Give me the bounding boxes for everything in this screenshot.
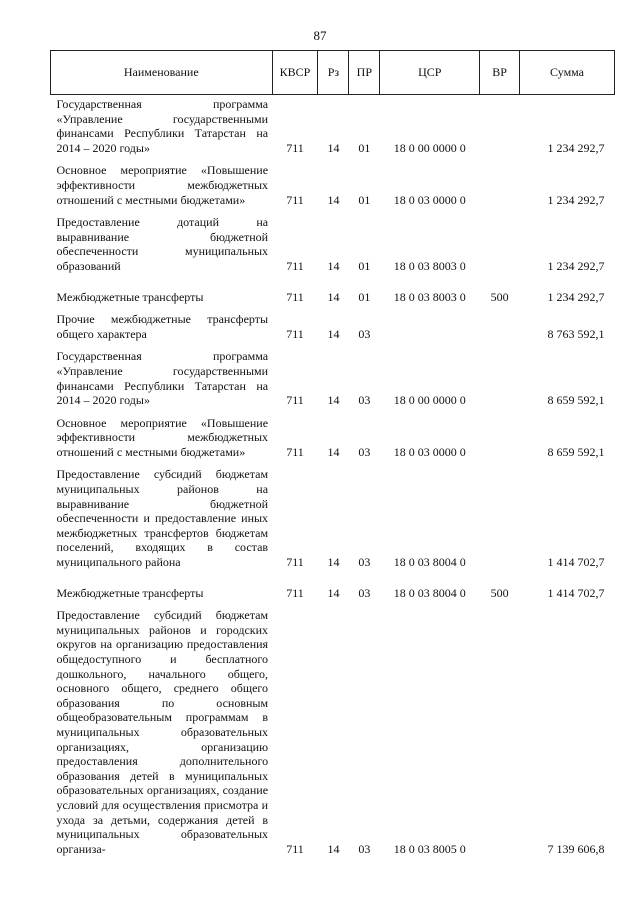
row-vr: [480, 465, 520, 575]
row-vr: [480, 95, 520, 162]
header-rz: Рз: [318, 51, 349, 95]
row-pr: 03: [358, 393, 371, 408]
row-rz: 14: [327, 326, 340, 341]
row-sum: 1 414 702,7: [547, 555, 605, 570]
row-vr: 500: [490, 289, 509, 304]
row-kvsr: 711: [286, 258, 304, 273]
header-name: Наименование: [51, 51, 273, 95]
row-pr: 01: [358, 258, 371, 273]
table-row: [51, 280, 615, 311]
row-pr: 03: [358, 585, 371, 600]
row-pr: 03: [358, 841, 371, 856]
header-kvsr: КВСР: [272, 51, 318, 95]
table-row: [51, 161, 615, 213]
row-csr: 18 0 03 0000 0: [393, 192, 466, 207]
row-pr: 01: [358, 289, 371, 304]
row-sum: 8 659 592,1: [547, 444, 605, 459]
row-vr: [480, 310, 520, 347]
row-name: Основное мероприятие «Повышение эффективности межбюджетных отношений с местными бюджетами»: [56, 415, 269, 459]
row-rz: 14: [327, 393, 340, 408]
header-vr: ВР: [480, 51, 520, 95]
row-kvsr: 711: [286, 841, 304, 856]
row-kvsr: 711: [286, 585, 304, 600]
row-rz: 14: [327, 258, 340, 273]
row-kvsr: 711: [286, 326, 304, 341]
row-vr: [480, 414, 520, 466]
table-row: [51, 606, 615, 862]
header-csr: ЦСР: [380, 51, 480, 95]
page-number: 87: [313, 28, 327, 43]
row-pr: 03: [358, 555, 371, 570]
row-sum: 1 234 292,7: [547, 289, 605, 304]
row-name: Предоставление дотаций на выравнивание бюджетной обеспеченности муниципальных образований: [56, 215, 269, 273]
row-kvsr: 711: [286, 555, 304, 570]
row-vr: [480, 161, 520, 213]
table-row: [51, 213, 615, 279]
budget-table: [50, 50, 615, 862]
row-rz: 14: [327, 140, 340, 155]
row-rz: 14: [327, 444, 340, 459]
row-sum: 8 763 592,1: [547, 326, 605, 341]
row-name: Предоставление субсидий бюджетам муниципальных районов на выравнивание бюджетной обеспеченности и предоставление иных межбюджетных трансфертов бюджетам поселений, входящих в состав муниципального района: [56, 467, 269, 570]
table-row: [51, 576, 615, 607]
row-name: Основное мероприятие «Повышение эффективности межбюджетных отношений с местными бюджетами»: [56, 163, 269, 207]
row-name: Прочие межбюджетные трансферты общего характера: [56, 312, 269, 341]
row-rz: 14: [327, 289, 340, 304]
row-name: Межбюджетные трансферты: [56, 585, 204, 600]
header-sum: Сумма: [520, 51, 615, 95]
row-sum: 1 234 292,7: [547, 140, 605, 155]
row-csr: 18 0 03 8005 0: [393, 841, 466, 856]
row-pr: 01: [358, 192, 371, 207]
row-kvsr: 711: [286, 140, 304, 155]
row-csr: [380, 310, 480, 347]
row-sum: 7 139 606,8: [547, 841, 605, 856]
row-sum: 1 414 702,7: [547, 585, 605, 600]
row-kvsr: 711: [286, 192, 304, 207]
row-csr: 18 0 03 8004 0: [393, 585, 466, 600]
row-pr: 03: [358, 444, 371, 459]
table-row: [51, 95, 615, 162]
table-row: [51, 414, 615, 466]
row-csr: 18 0 03 0000 0: [393, 444, 466, 459]
row-csr: 18 0 03 8004 0: [393, 555, 466, 570]
row-kvsr: 711: [286, 289, 304, 304]
row-name: Государственная программа «Управление государственными финансами Республики Татарстан на 2014 – 2020 годы»: [56, 97, 269, 155]
row-rz: 14: [327, 841, 340, 856]
row-csr: 18 0 00 0000 0: [393, 393, 466, 408]
row-csr: 18 0 00 0000 0: [393, 140, 466, 155]
row-sum: 8 659 592,1: [547, 393, 605, 408]
row-name: Межбюджетные трансферты: [56, 289, 204, 304]
row-pr: 01: [358, 140, 371, 155]
row-sum: 1 234 292,7: [547, 258, 605, 273]
row-vr: [480, 347, 520, 413]
row-vr: [480, 213, 520, 279]
header-pr: ПР: [349, 51, 380, 95]
row-csr: 18 0 03 8003 0: [393, 258, 466, 273]
row-rz: 14: [327, 585, 340, 600]
row-rz: 14: [327, 192, 340, 207]
row-name: Предоставление субсидий бюджетам муниципальных районов и городских округов на организацию предоставления общедоступного и бесплатного дошкольного, начального общего, основного общего, среднего общего образования по основным общеобразовательным программам в муниципальных образовательных организациях, организацию предоставления дополнительного образования детей в муниципальных образовательных организациях, создание условий для осуществления присмотра и ухода за детьми, содержания детей в муниципальных образовательных организа-: [56, 608, 269, 856]
table-header-row: [51, 51, 615, 95]
row-kvsr: 711: [286, 444, 304, 459]
row-sum: 1 234 292,7: [547, 192, 605, 207]
table-row: [51, 347, 615, 413]
row-vr: 500: [490, 585, 509, 600]
row-kvsr: 711: [286, 393, 304, 408]
table-row: [51, 465, 615, 575]
table-row: [51, 310, 615, 347]
row-csr: 18 0 03 8003 0: [393, 289, 466, 304]
row-rz: 14: [327, 555, 340, 570]
row-name: Государственная программа «Управление государственными финансами Республики Татарстан на 2014 – 2020 годы»: [56, 349, 269, 408]
row-vr: [480, 606, 520, 862]
row-pr: 03: [358, 326, 371, 341]
